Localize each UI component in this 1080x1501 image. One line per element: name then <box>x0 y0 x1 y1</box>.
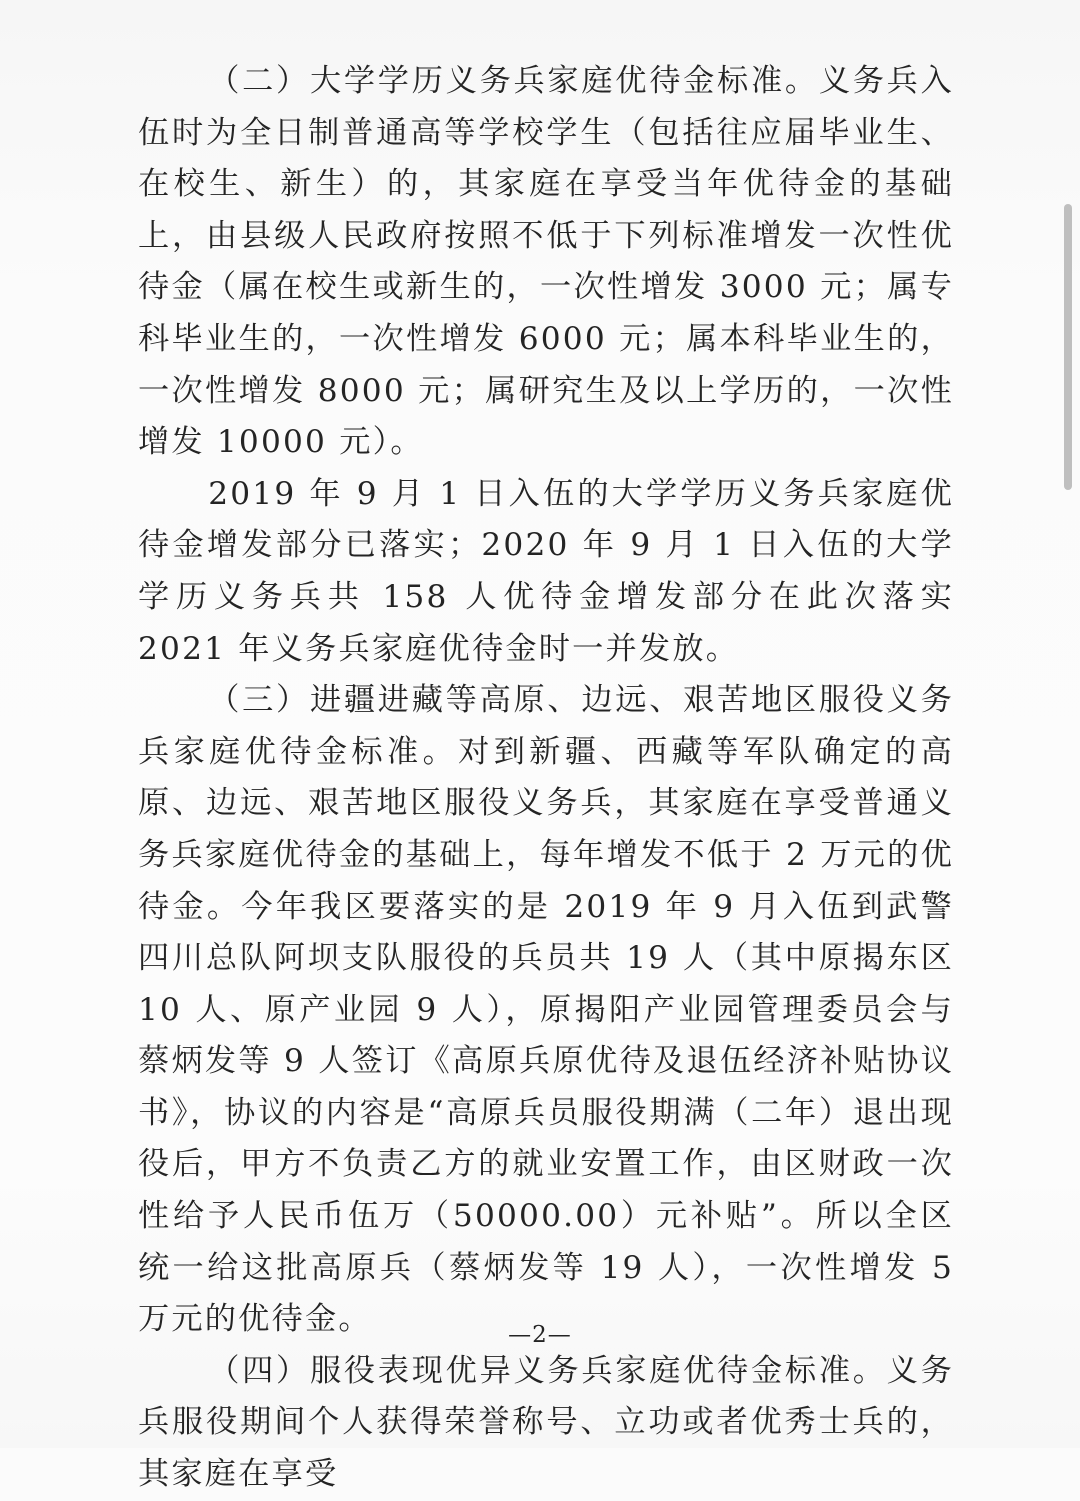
paragraph-plateau-standard: （三）进疆进藏等高原、边远、艰苦地区服役义务兵家庭优待金标准。对到新疆、西藏等军队确定的高原、边远、艰苦地区服役义务兵，其家庭在享受普通义务兵家庭优待金的基础上，每年增发不低于 2 万元的优待金。今年我区要落实的是 2019 年 9 月入伍到武警四川总队阿坝支队服役的兵员共 19 人（其中原揭东区 10 人、原产业园 9 人），原揭阳产业园管理委员会与蔡炳发等 9 人签订《高原兵原优待及退伍经济补贴协议书》，协议的内容是“高原兵员服役期满（二年）退出现役后，甲方不负责乙方的就业安置工作，由区财政一次性给予人民币伍万（50000.00）元补贴”。所以全区统一给这批高原兵（蔡炳发等 19 人），一次性增发 5 万元的优待金。 <box>138 682 954 1338</box>
document-body <box>138 56 954 1501</box>
scrollbar-thumb[interactable] <box>1064 204 1072 490</box>
paragraph-outstanding-service-standard: （四）服役表现优异义务兵家庭优待金标准。义务兵服役期间个人获得荣誉称号、立功或者优秀士兵的，其家庭在享受 <box>138 1352 954 1493</box>
paragraph-implementation-status: 2019 年 9 月 1 日入伍的大学学历义务兵家庭优待金增发部分已落实；2020 年 9 月 1 日入伍的大学学历义务兵共 158 人优待金增发部分在此次落实 2021 年义务兵家庭优待金时一并发放。 <box>138 475 954 667</box>
paragraph-university-standard: （二）大学学历义务兵家庭优待金标准。义务兵入伍时为全日制普通高等学校学生（包括往应届毕业生、在校生、新生）的，其家庭在享受当年优待金的基础上，由县级人民政府按照不低于下列标准增发一次性优待金（属在校生或新生的，一次性增发 3000 元；属专科毕业生的，一次性增发 6000 元；属本科毕业生的，一次性增发 8000 元；属研究生及以上学历的，一次性增发 10000 元）。 <box>138 63 954 461</box>
page-number: —2— <box>508 1322 572 1348</box>
